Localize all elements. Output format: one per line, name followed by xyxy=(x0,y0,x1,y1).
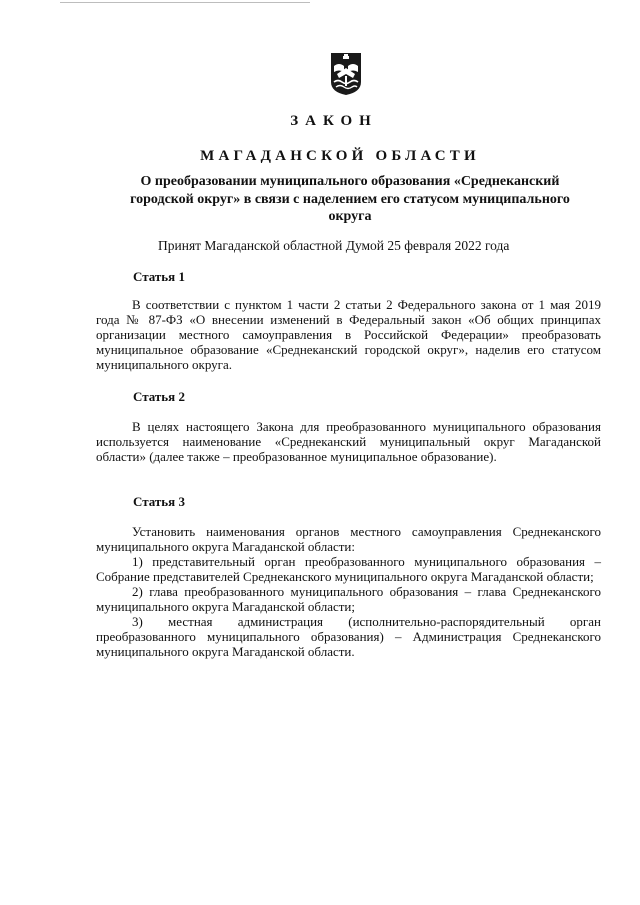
article-3-item-2: 2) глава преобразованного муниципального образования – глава Среднеканского муниципального округа Магаданской области; xyxy=(96,584,601,614)
article-3-item-1: 1) представительный орган преобразованного муниципального образования – Собрание представителей Среднеканского муниципального округа Магаданской области; xyxy=(96,554,601,584)
adoption-note: Принят Магаданской областной Думой 25 февраля 2022 года xyxy=(158,238,510,253)
article-1-body xyxy=(96,297,601,372)
article-3-title: Статья 3 xyxy=(133,494,185,509)
scan-edge-line xyxy=(60,2,310,3)
article-3-item-3: 3) местная администрация (исполнительно-распорядительный орган преобразованного муниципального образования) – Администрация Среднеканского муниципального округа Магаданской области. xyxy=(96,614,601,659)
coat-of-arms-icon xyxy=(329,52,363,96)
law-heading: О преобразовании муниципального образования «Среднеканский городской округ» в связи с наделением его статусом муниципального округа xyxy=(130,174,570,224)
article-3-body xyxy=(96,524,601,659)
article-2-body xyxy=(96,419,601,464)
document-subtitle: МАГАДАНСКОЙ ОБЛАСТИ xyxy=(200,148,480,164)
article-3-intro: Установить наименования органов местного самоуправления Среднеканского муниципального округа Магаданской области: xyxy=(96,524,601,554)
document-title: ЗАКОН xyxy=(290,113,378,129)
article-1-title: Статья 1 xyxy=(133,269,185,284)
article-2-paragraph: В целях настоящего Закона для преобразованного муниципального образования используется наименование «Среднеканский муниципальный округ Магаданской области» (далее также – преобразованное муниципальное образование). xyxy=(96,419,601,464)
article-1-paragraph: В соответствии с пунктом 1 части 2 статьи 2 Федерального закона от 1 мая 2019 года № 87-ФЗ «О внесении изменений в Федеральный закон «Об общих принципах организации местного самоуправления в Российской Федерации» преобразовать муниципальное образование «Среднеканский городской округ», наделив его статусом муниципального округа. xyxy=(96,297,601,372)
article-2-title: Статья 2 xyxy=(133,389,185,404)
